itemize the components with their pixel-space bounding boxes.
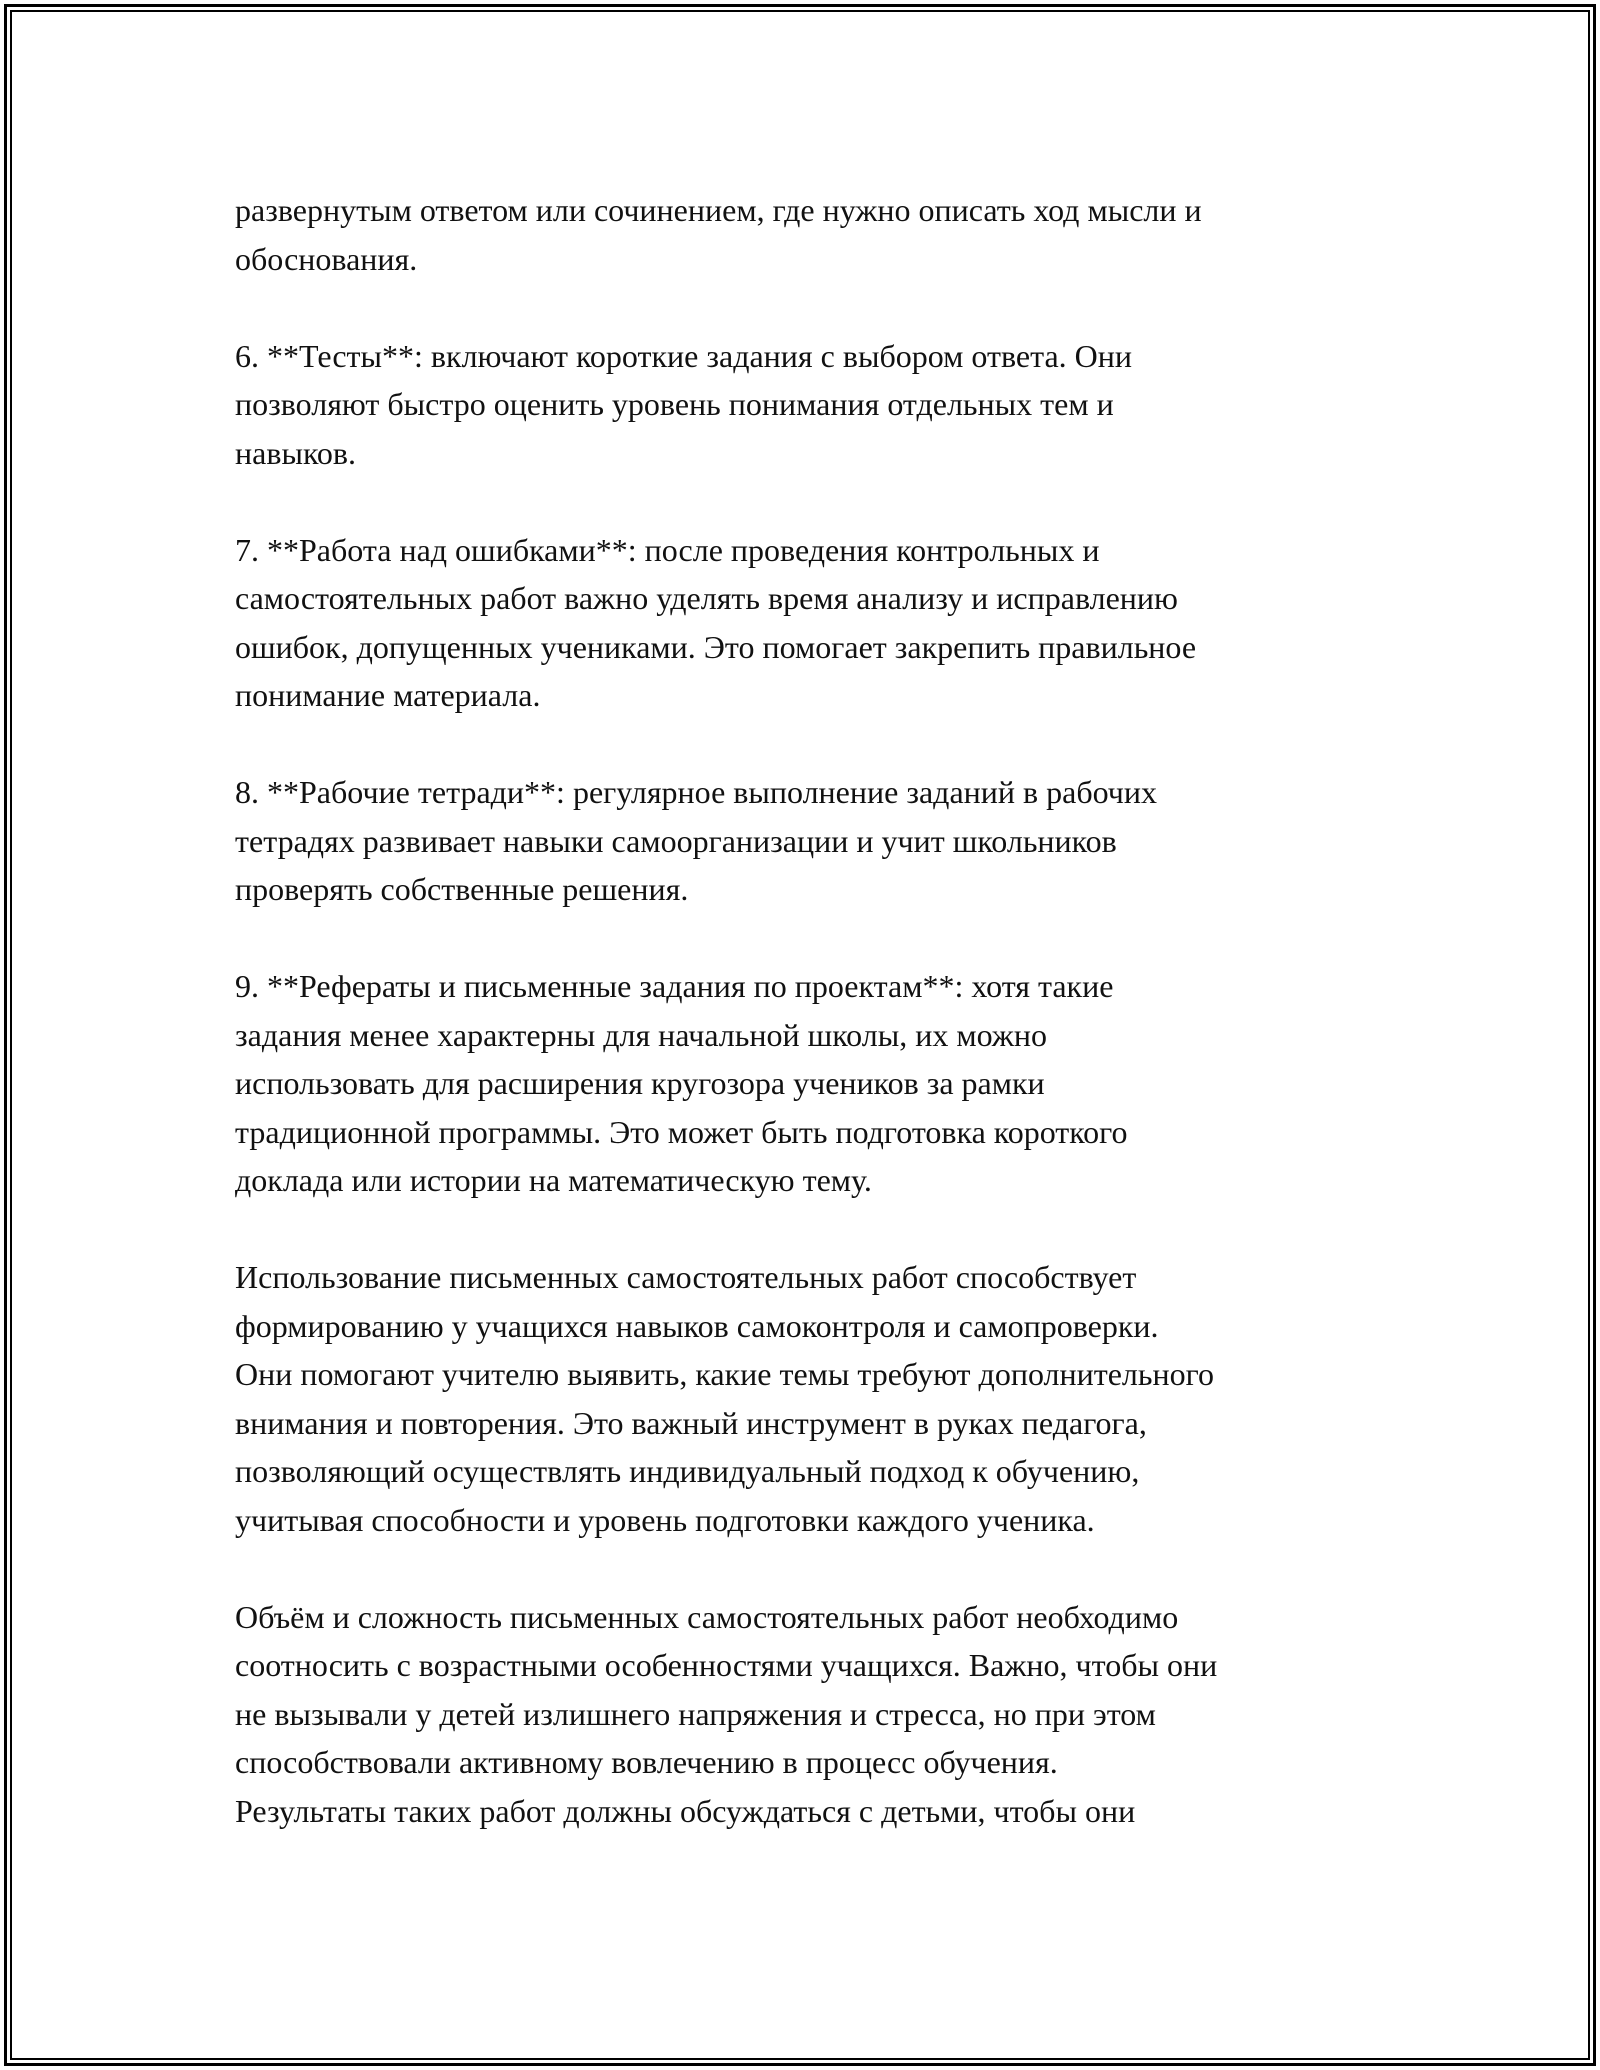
text-line: Они помогают учителю выявить, какие темы требуют дополнительного (235, 1356, 1214, 1392)
text-line: позволяющий осуществлять индивидуальный подход к обучению, (235, 1453, 1140, 1489)
text-line: соотносить с возрастными особенностями учащихся. Важно, чтобы они (235, 1647, 1218, 1683)
text-line: Результаты таких работ должны обсуждаться с детьми, чтобы они (235, 1792, 1136, 1829)
text-line: использовать для расширения кругозора учеников за рамки (235, 1065, 1045, 1101)
document-body (235, 186, 1385, 1884)
text-line: способствовали активному вовлечению в процесс обучения. (235, 1744, 1058, 1780)
text-line: Объём и сложность письменных самостоятельных работ необходимо (235, 1598, 1179, 1635)
text-line: 6. **Тесты**: включают короткие задания с выбором ответа. Они (235, 337, 1132, 374)
text-line: обоснования. (235, 240, 418, 277)
paragraph-volume (235, 1593, 1385, 1836)
list-item-7-error-work (235, 526, 1385, 720)
text-line: задания менее характерны для начальной школы, их можно (235, 1016, 1048, 1053)
text-line: доклада или истории на математическую тему. (235, 1162, 872, 1198)
text-line: 9. **Рефераты и письменные задания по проектам**: хотя такие (235, 968, 1114, 1004)
text-line: позволяют быстро оценить уровень понимания отдельных тем и (235, 386, 1114, 422)
text-line: формированию у учащихся навыков самоконтроля и самопроверки. (235, 1307, 1159, 1344)
text-line: ошибок, допущенных учениками. Это помогает закрепить правильное (235, 628, 1197, 665)
paragraph-continuation (235, 186, 1385, 283)
text-line: учитывая способности и уровень подготовки каждого ученика. (235, 1501, 1095, 1538)
list-item-6-tests (235, 332, 1385, 478)
text-line: не вызывали у детей излишнего напряжения и стресса, но при этом (235, 1695, 1156, 1732)
paragraph-usage (235, 1253, 1385, 1544)
text-line: Использование письменных самостоятельных работ способствует (235, 1259, 1137, 1295)
text-line: 7. **Работа над ошибками**: после проведения контрольных и (235, 531, 1100, 568)
text-line: навыков. (235, 434, 356, 471)
text-line: проверять собственные решения. (235, 871, 689, 907)
text-line: традиционной программы. Это может быть подготовка короткого (235, 1113, 1128, 1150)
text-line: тетрадях развивает навыки самоорганизации и учит школьников (235, 822, 1117, 859)
list-item-8-workbooks (235, 768, 1385, 914)
text-line: понимание материала. (235, 677, 541, 713)
text-line: самостоятельных работ важно уделять время анализу и исправлению (235, 580, 1178, 616)
list-item-9-reports (235, 962, 1385, 1205)
text-line: 8. **Рабочие тетради**: регулярное выполнение заданий в рабочих (235, 774, 1158, 810)
text-line: внимания и повторения. Это важный инструмент в руках педагога, (235, 1404, 1147, 1441)
text-line: развернутым ответом или сочинением, где нужно описать ход мысли и (235, 192, 1202, 228)
